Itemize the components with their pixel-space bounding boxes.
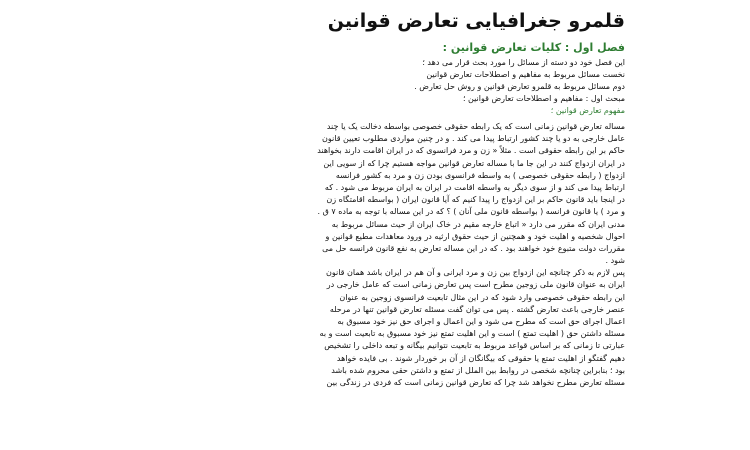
body-line: در اينجا بايد قانون حاکم بر اين ازدواج را پيدا کنيم که آيا قانون ايران ( بواسطه اقامتگاه زن: [326, 195, 625, 205]
section-heading: فصل اول : کليات تعارض قوانين :: [442, 41, 625, 54]
body-line: ازدواج ( رابطه حقوقی خصوصی ) به واسطه فرانسوی بودن زن و مرد به کشور فرانسه: [335, 170, 625, 180]
body-text: [120, 121, 625, 389]
body-line: عبارتی تا زمانی که بر اساس قواعد مربوط به تابعيت نتوانيم بيگانه و تبعه داخلی را تشخيص: [324, 341, 625, 351]
body-line: احوال شخصيه و اهليت خود و همچنين از حيث حقوق ارثيه در ورود معاهدات مطيع قوانين و: [325, 231, 625, 241]
body-line: حاکم بر اين رابطه حقوقی است . مثلاً « زن و مرد فرانسوی که در ايران اقامت دارند بخواهند: [317, 146, 625, 156]
body-line: مسئله داشتن حق ( اهليت تمتع ) است و اين اهليت تمتع نيز خود مسبوق به تابعيت است و به: [319, 329, 625, 339]
intro-paragraph: [125, 57, 625, 105]
intro-line: مبحث اول : مفاهيم و اصطلاحات تعارض قوانين ؛: [462, 94, 625, 103]
body-line: ارتباط پيدا می کند و از سوی ديگر به واسطه اقامت در ايران به ايران مربوط می شود . که: [324, 182, 625, 192]
body-line: دهيم گفتگو از اهليت تمتع يا حقوقی که بيگانگان از آن بر خوردار شوند . بی فايده خواهد: [336, 353, 625, 363]
subheading: مفهوم تعارض قوانين ؛: [550, 106, 625, 115]
body-line: و مرد ) يا قانون فرانسه ( بواسطه قانون ملی آنان ) ؟ که در اين مساله با توجه به ماده ۷ ق .: [317, 207, 625, 217]
body-line: شود .: [605, 256, 625, 266]
body-line: مساله تعارض قوانين زمانی است که يک رابطه حقوقی خصوصی بواسطه دخالت يک يا چند: [326, 122, 625, 131]
intro-line: دوم مسائل مربوط به قلمرو تعارض قوانين و روش حل تعارض .: [414, 82, 625, 91]
body-line: مسئله تعارض مطرح نخواهد شد چرا که تعارض قوانين زمانی است که فردی در زندگی بين: [326, 377, 625, 387]
body-line: مقررات دولت متبوع خود خواهند بود . که در اين مساله تعارض به نفع قانون فرانسه حل می: [322, 243, 625, 253]
body-line: ايران به عنوان قانون ملی زوجين مطرح است پس تعارض زمانی است که عامل خارجی در: [326, 280, 625, 290]
body-line: مدنی ايران که مقرر می دارد « اتباع خارجه مقيم در خاک ايران از حيث مسائل مربوط به: [331, 219, 625, 229]
body-line: بود ؛ بنابراين چنانچه شخصی در روابط بين الملل از تمتع و داشتن حقی محروم شده باشد: [331, 365, 625, 375]
page-title: قلمرو جغرافيايی تعارض قوانين: [327, 10, 625, 32]
body-line: عامل خارجی به دو يا چند کشور ارتباط پيدا می کند . و در چنين مواردی مطلوب تعيين قانون: [322, 134, 625, 144]
body-line: در ايران ازدواج کنند در اين جا ما با مساله تعارض قوانين مواجه هستيم چرا که از سويی اين: [323, 158, 625, 168]
body-line: پس لازم به ذکر چنانچه اين ازدواج بين زن و مرد ايرانی و آن هم در ايران باشد همان قانون: [325, 268, 625, 278]
body-line: اين رابطه حقوقی خصوصی وارد شود که در اين مثال تابعيت فرانسوی زوجين به عنوان: [339, 292, 625, 302]
intro-line: نخست مسائل مربوط به مفاهيم و اصطلاحات تعارض قوانين: [426, 70, 625, 79]
body-line: عنصر خارجی باعث تعارض گشته . پس می توان گفت مسئله تعارض قوانين تنها در مرحله: [329, 304, 625, 314]
intro-line: اين فصل خود دو دسته از مسائل را مورد بحث قرار می دهد ؛: [422, 58, 625, 67]
body-line: اعمال اجرای حق است که مطرح می شود و اين اعمال و اجرای حق نيز خود مسبوق به: [337, 317, 625, 326]
